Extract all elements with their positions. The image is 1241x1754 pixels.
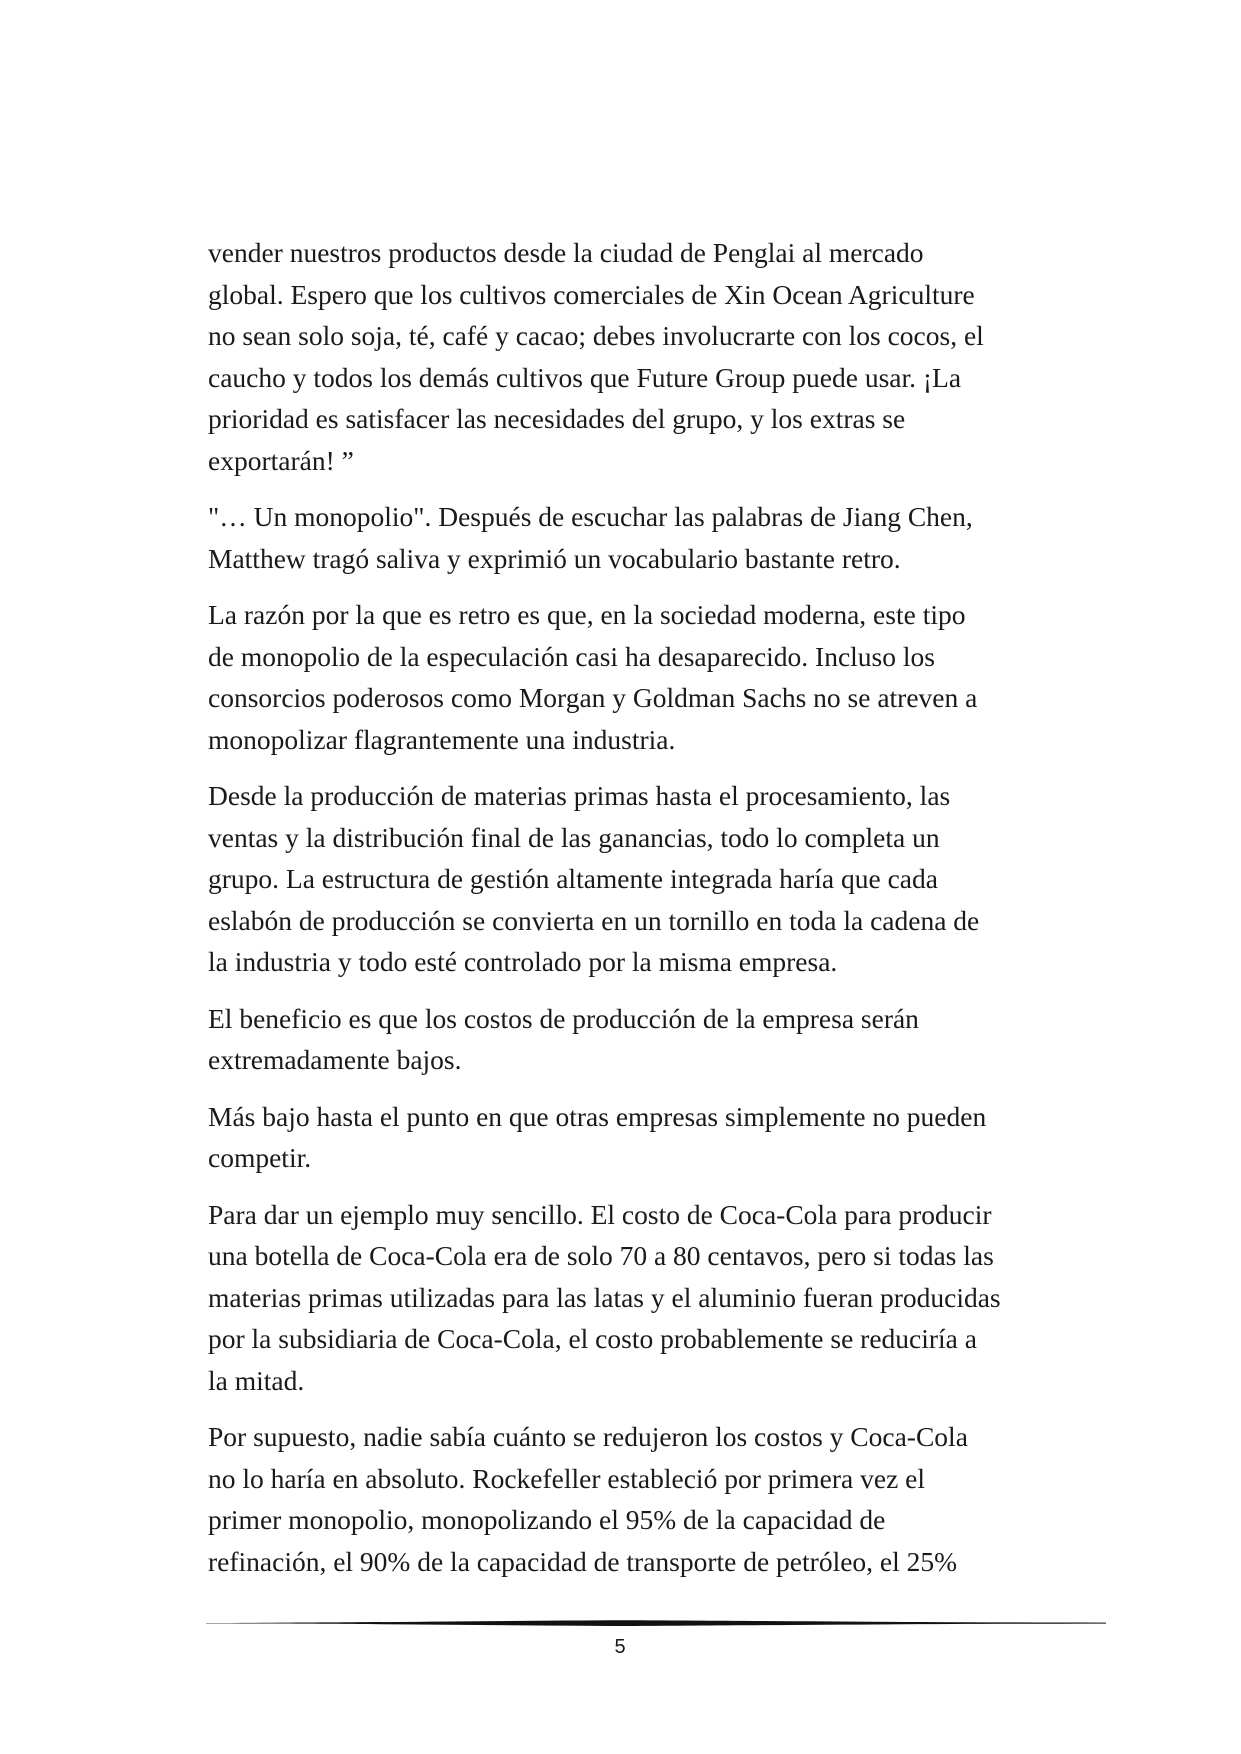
- paragraph: [208, 1416, 1078, 1582]
- text-line: una botella de Coca-Cola era de solo 70 a 80 centavos, pero si todas las: [208, 1240, 994, 1271]
- text-line: caucho y todos los demás cultivos que Future Group puede usar. ¡La: [208, 361, 962, 393]
- paragraph: [208, 594, 1078, 760]
- text-line: materias primas utilizadas para las latas y el aluminio fueran producidas: [208, 1281, 1001, 1313]
- text-line: la mitad.: [208, 1364, 305, 1396]
- footer-divider: [206, 1618, 1106, 1628]
- paragraph: [208, 775, 1078, 983]
- text-line: prioridad es satisfacer las necesidades del grupo, y los extras se: [208, 403, 906, 434]
- paragraph: [208, 232, 1078, 481]
- text-line: "… Un monopolio". Después de escuchar las palabras de Jiang Chen,: [208, 501, 973, 532]
- text-line: primer monopolio, monopolizando el 95% de la capacidad de: [208, 1504, 886, 1535]
- text-line: extremadamente bajos.: [208, 1044, 462, 1075]
- text-line: de monopolio de la especulación casi ha desaparecido. Incluso los: [208, 640, 935, 672]
- text-line: exportarán! ”: [208, 444, 354, 476]
- text-line: por la subsidiaria de Coca-Cola, el costo probablemente se reduciría a: [208, 1323, 977, 1354]
- text-line: Por supuesto, nadie sabía cuánto se redujeron los costos y Coca-Cola: [208, 1421, 968, 1452]
- text-line: La razón por la que es retro es que, en la sociedad moderna, este tipo: [208, 599, 966, 630]
- text-line: consorcios poderosos como Morgan y Goldman Sachs no se atreven a: [208, 682, 978, 713]
- paragraph: [208, 1096, 1078, 1179]
- text-line: grupo. La estructura de gestión altamente integrada haría que cada: [208, 863, 938, 894]
- text-line: no lo haría en absoluto. Rockefeller estableció por primera vez el: [208, 1462, 926, 1494]
- footer-divider-stroke: [206, 1620, 1106, 1626]
- text-line: la industria y todo esté controlado por la misma empresa.: [208, 946, 838, 977]
- paragraph: [208, 1194, 1078, 1402]
- text-line: Matthew tragó saliva y exprimió un vocabulario bastante retro.: [208, 542, 901, 574]
- text-line: eslabón de producción se convierta en un tornillo en toda la cadena de: [208, 904, 980, 936]
- text-line: Más bajo hasta el punto en que otras empresas simplemente no pueden: [208, 1100, 987, 1132]
- text-line: Para dar un ejemplo muy sencillo. El costo de Coca-Cola para producir: [208, 1198, 992, 1230]
- text-line: refinación, el 90% de la capacidad de transporte de petróleo, el 25%: [208, 1545, 958, 1577]
- document-body: [208, 232, 1078, 1597]
- text-line: competir.: [208, 1142, 312, 1173]
- text-line: El beneficio es que los costos de producción de la empresa serán: [208, 1002, 919, 1034]
- text-line: vender nuestros productos desde la ciudad de Penglai al mercado: [208, 237, 924, 268]
- paragraph: [208, 998, 1078, 1081]
- text-line: no sean solo soja, té, café y cacao; debes involucrarte con los cocos, el: [208, 320, 984, 351]
- text-line: global. Espero que los cultivos comerciales de Xin Ocean Agriculture: [208, 278, 975, 310]
- text-line: monopolizar flagrantemente una industria.: [208, 723, 676, 755]
- text-line: Desde la producción de materias primas hasta el procesamiento, las: [208, 780, 951, 811]
- paragraph: [208, 496, 1078, 579]
- page-number: 5: [614, 1636, 626, 1658]
- text-line: ventas y la distribución final de las ganancias, todo lo completa un: [208, 821, 940, 853]
